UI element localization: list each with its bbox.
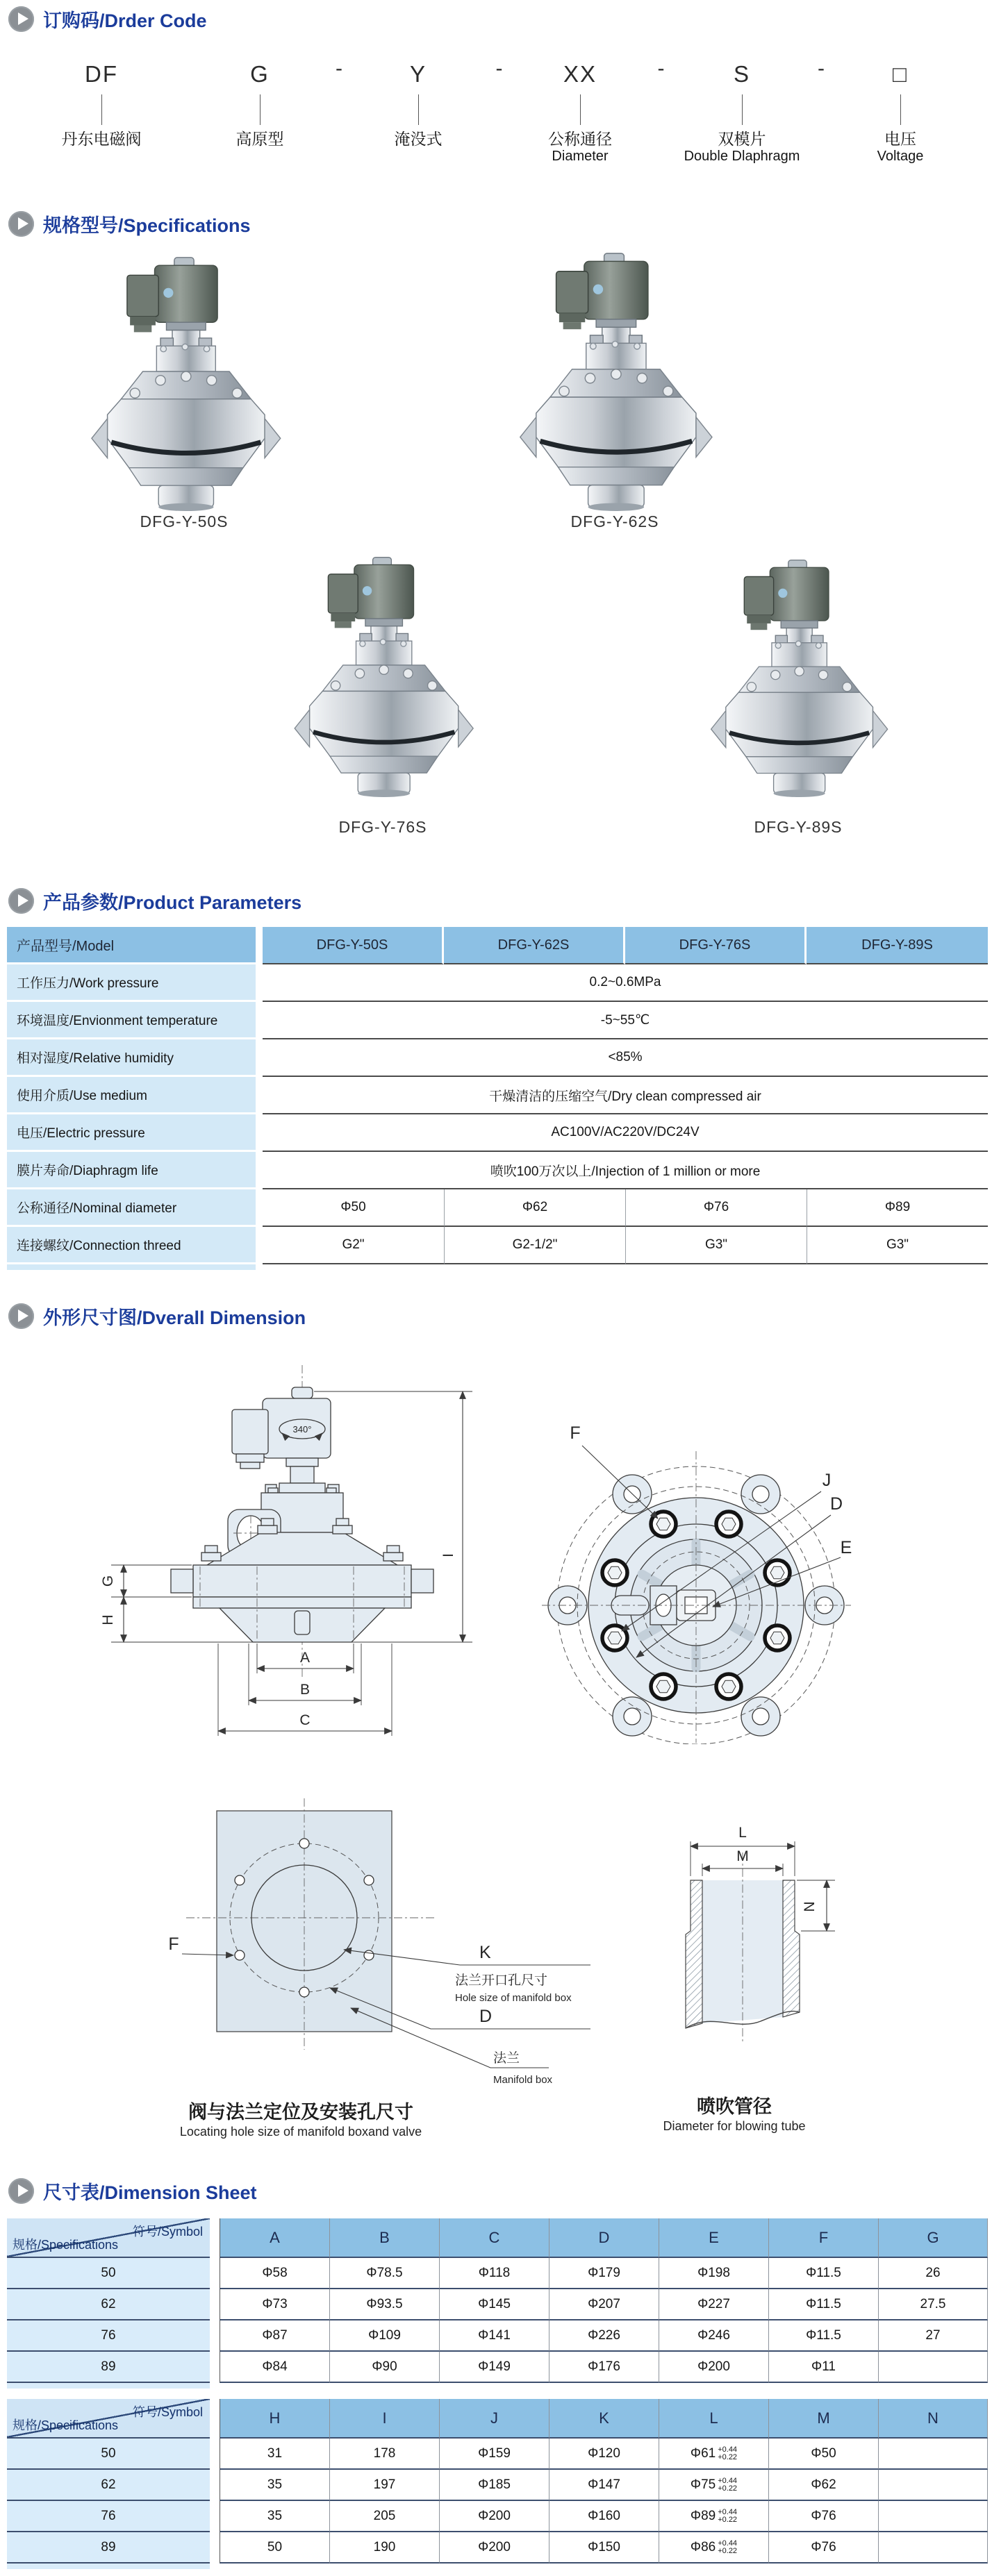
params-row-cell: Φ62 bbox=[444, 1189, 625, 1227]
table-gap bbox=[210, 2470, 220, 2501]
dim-row-cell: 31 bbox=[220, 2439, 329, 2470]
pulse-valve-illustration bbox=[276, 555, 488, 797]
dim-column-header: H bbox=[220, 2399, 329, 2439]
section-header-overall-dimension bbox=[8, 1303, 306, 1330]
dim-row-cell: 35 bbox=[220, 2501, 329, 2532]
order-code-part: XX bbox=[563, 61, 597, 87]
params-row-label: 电压/Electric pressure bbox=[7, 1114, 256, 1152]
params-header-model: DFG-Y-62S bbox=[444, 927, 625, 964]
dim-label-h: H bbox=[100, 1614, 116, 1625]
params-row-label: 使用介质/Use medium bbox=[7, 1077, 256, 1114]
dim-row-cell: 27.5 bbox=[878, 2289, 988, 2320]
dim-row-cell: Φ176 bbox=[549, 2352, 659, 2383]
dim-row-cell bbox=[878, 2532, 988, 2564]
dim-row-cell: Φ90 bbox=[329, 2352, 439, 2383]
dim-row-cell: Φ149 bbox=[439, 2352, 549, 2383]
dim-value-base: Φ61 bbox=[690, 2445, 716, 2461]
order-code-sublabel: Voltage bbox=[877, 149, 924, 164]
tolerance-lower: +0.22 bbox=[718, 2515, 738, 2524]
dim-column-header: J bbox=[439, 2399, 549, 2439]
tube-caption-en: Diameter for blowing tube bbox=[663, 2119, 806, 2133]
section-header-product-parameters bbox=[8, 887, 301, 914]
table-gap bbox=[256, 1114, 263, 1152]
dim-column-header: E bbox=[659, 2218, 768, 2258]
params-row-label: 膜片寿命/Diaphragm life bbox=[7, 1152, 256, 1189]
section-header-dimension-sheet bbox=[8, 2177, 257, 2205]
table-gap bbox=[210, 2352, 220, 2383]
valve-photo bbox=[506, 251, 722, 511]
dim-label-f: F bbox=[168, 1934, 179, 1954]
dim-value-base: Φ89 bbox=[690, 2508, 716, 2523]
dim-label-j: J bbox=[822, 1471, 832, 1490]
manifold-caption-en: Locating hole size of manifold boxand valve bbox=[179, 2125, 422, 2139]
table-gap bbox=[210, 2399, 220, 2439]
valve-photo bbox=[276, 555, 488, 797]
table-gap bbox=[256, 1077, 263, 1114]
params-row-value: -5~55℃ bbox=[263, 1002, 988, 1039]
front-view-drawing bbox=[83, 1354, 486, 1744]
order-code-separator: - bbox=[818, 57, 825, 80]
dim-value-tolerance bbox=[718, 2509, 737, 2524]
params-header-model: DFG-Y-76S bbox=[625, 927, 807, 964]
dimension-table-1 bbox=[7, 2218, 988, 2389]
order-code-separator: - bbox=[336, 57, 342, 80]
dim-column-header: G bbox=[878, 2218, 988, 2258]
dim-row-cell: Φ11.5 bbox=[768, 2289, 878, 2320]
params-row-value: 干燥清洁的压缩空气/Dry clean compressed air bbox=[263, 1077, 988, 1114]
dim-row-cell: 27 bbox=[878, 2320, 988, 2352]
params-row-label: 公称通径/Nominal diameter bbox=[7, 1189, 256, 1227]
table-gap bbox=[256, 1002, 263, 1039]
params-header-model: DFG-Y-89S bbox=[807, 927, 988, 964]
order-code-part: Y bbox=[409, 61, 427, 87]
dim-row-cell: Φ118 bbox=[439, 2258, 549, 2289]
params-row-cell: G2-1/2" bbox=[444, 1227, 625, 1264]
params-header-model-label: 产品型号/Model bbox=[7, 927, 256, 964]
dim-row-cell bbox=[878, 2439, 988, 2470]
table-gap bbox=[210, 2289, 220, 2320]
params-row-label: 相对湿度/Relative humidity bbox=[7, 1039, 256, 1077]
dim-row-cell: Φ200 bbox=[439, 2501, 549, 2532]
dim-row-cell: Φ150 bbox=[549, 2532, 659, 2564]
hole-size-label-en: Hole size of manifold box bbox=[455, 1992, 572, 2004]
dim-row-cell: 197 bbox=[329, 2470, 439, 2501]
params-row-label: 环境温度/Envionment temperature bbox=[7, 1002, 256, 1039]
dim-row-cell bbox=[659, 2501, 768, 2532]
dim-row-cell: Φ76 bbox=[768, 2532, 878, 2564]
order-code-separator: - bbox=[495, 57, 503, 80]
valve-model-label: DFG-Y-62S bbox=[570, 512, 659, 530]
dim-row-cell: Φ11 bbox=[768, 2352, 878, 2383]
dim-row-cell: 190 bbox=[329, 2532, 439, 2564]
product-parameters-table bbox=[7, 927, 988, 1270]
dim-row-cell: Φ78.5 bbox=[329, 2258, 439, 2289]
order-code-label: 双模片 bbox=[718, 130, 766, 148]
section-title: 产品参数/Product Parameters bbox=[43, 892, 302, 913]
dim-row-spec: 62 bbox=[7, 2289, 210, 2320]
order-code-label: 高原型 bbox=[235, 130, 284, 148]
table-gap bbox=[256, 1227, 263, 1264]
dim-label-f: F bbox=[570, 1423, 581, 1443]
order-code-part: □ bbox=[893, 61, 908, 87]
dim-column-header: C bbox=[439, 2218, 549, 2258]
section-title: 外形尺寸图/Dverall Dimension bbox=[43, 1307, 306, 1328]
dim-row-cell: Φ87 bbox=[220, 2320, 329, 2352]
params-row-value: 喷吹100万次以上/Injection of 1 million or more bbox=[263, 1152, 988, 1189]
order-code-part: DF bbox=[85, 61, 118, 87]
order-code-label: 丹东电磁阀 bbox=[61, 130, 142, 148]
dim-row-cell: Φ198 bbox=[659, 2258, 768, 2289]
params-row-cell: Φ50 bbox=[263, 1189, 444, 1227]
dim-label-i: I bbox=[440, 1553, 456, 1557]
valve-model-label: DFG-Y-76S bbox=[338, 818, 427, 836]
dim-row-cell: Φ50 bbox=[768, 2439, 878, 2470]
tolerance-upper: +0.44 bbox=[718, 2539, 738, 2548]
dim-row-spec: 89 bbox=[7, 2532, 210, 2564]
dim-row-cell bbox=[878, 2470, 988, 2501]
dim-column-header: L bbox=[659, 2399, 768, 2439]
rotation-note: 340° bbox=[292, 1424, 312, 1435]
dim-column-header: A bbox=[220, 2218, 329, 2258]
dim-column-header: I bbox=[329, 2399, 439, 2439]
order-code-sublabel: Double Dlaphragm bbox=[684, 149, 800, 164]
dim-row-cell: Φ76 bbox=[768, 2501, 878, 2532]
dim-row-spec: 76 bbox=[7, 2320, 210, 2352]
manifold-caption-cn: 阀与法兰定位及安装孔尺寸 bbox=[188, 2102, 413, 2123]
order-code-part: S bbox=[733, 61, 751, 87]
params-row-cell: G2" bbox=[263, 1227, 444, 1264]
dim-row-spec: 76 bbox=[7, 2501, 210, 2532]
corner-spec-label: 规格/Specifications bbox=[13, 2238, 119, 2252]
dim-row-cell: Φ179 bbox=[549, 2258, 659, 2289]
dim-row-cell bbox=[659, 2532, 768, 2564]
dim-row-cell: Φ141 bbox=[439, 2320, 549, 2352]
order-code-part: G bbox=[250, 61, 270, 87]
table-gap bbox=[256, 1189, 263, 1227]
corner-symbol-label: 符号/Symbol bbox=[132, 2225, 203, 2239]
tolerance-upper: +0.44 bbox=[718, 2445, 738, 2454]
table-gap bbox=[210, 2218, 220, 2258]
dim-label-m: M bbox=[736, 1848, 749, 1864]
tube-caption-cn: 喷吹管径 bbox=[697, 2096, 772, 2117]
corner-spec-label: 规格/Specifications bbox=[13, 2418, 119, 2432]
dim-row-cell: Φ227 bbox=[659, 2289, 768, 2320]
tolerance-lower: +0.22 bbox=[718, 2546, 738, 2555]
dim-row-cell: Φ160 bbox=[549, 2501, 659, 2532]
dim-label-d: D bbox=[829, 1494, 843, 1514]
dim-column-header: F bbox=[768, 2218, 878, 2258]
dim-row-cell: Φ200 bbox=[659, 2352, 768, 2383]
params-row-label: 连接螺纹/Connection threed bbox=[7, 1227, 256, 1264]
params-row-cell: G3" bbox=[625, 1227, 807, 1264]
spec-gallery bbox=[0, 0, 992, 836]
manifold-hole-drawing bbox=[104, 1778, 604, 2093]
dim-label-c: C bbox=[299, 1712, 311, 1728]
params-row-value: 0.2~0.6MPa bbox=[263, 964, 988, 1002]
dimension-table-2 bbox=[7, 2399, 988, 2569]
dim-row-cell: Φ185 bbox=[439, 2470, 549, 2501]
flange-label-en: Manifold box bbox=[493, 2074, 553, 2086]
table-label-tail bbox=[7, 2564, 210, 2569]
dim-row-cell: Φ58 bbox=[220, 2258, 329, 2289]
valve-model-label: DFG-Y-50S bbox=[140, 512, 229, 530]
dim-table-corner bbox=[7, 2218, 210, 2258]
dim-row-cell: Φ147 bbox=[549, 2470, 659, 2501]
dim-row-cell: Φ200 bbox=[439, 2532, 549, 2564]
hole-size-label-cn: 法兰开口孔尺寸 bbox=[455, 1973, 548, 1988]
dim-column-header: K bbox=[549, 2399, 659, 2439]
order-code-label: 电压 bbox=[884, 130, 916, 148]
dim-value-tolerance bbox=[718, 2446, 737, 2461]
params-row-cell: Φ89 bbox=[807, 1189, 988, 1227]
dim-label-l: L bbox=[738, 1825, 747, 1841]
blowing-tube-drawing bbox=[625, 1791, 861, 2048]
params-row-value: AC100V/AC220V/DC24V bbox=[263, 1114, 988, 1152]
table-label-tail bbox=[7, 2383, 210, 2389]
dim-row-cell: Φ62 bbox=[768, 2470, 878, 2501]
valve-photo bbox=[80, 256, 288, 511]
arrow-play-icon bbox=[8, 888, 34, 914]
top-view-drawing bbox=[500, 1354, 986, 1744]
table-gap bbox=[210, 2258, 220, 2289]
dim-row-cell: 50 bbox=[220, 2532, 329, 2564]
dim-table-corner bbox=[7, 2399, 210, 2439]
dim-label-g: G bbox=[100, 1575, 116, 1587]
dim-label-n: N bbox=[802, 1901, 818, 1912]
dim-row-spec: 50 bbox=[7, 2258, 210, 2289]
dim-row-cell: Φ246 bbox=[659, 2320, 768, 2352]
dim-row-spec: 62 bbox=[7, 2470, 210, 2501]
params-row-cell: G3" bbox=[807, 1227, 988, 1264]
flange-label-cn: 法兰 bbox=[493, 2051, 520, 2066]
dim-row-cell: Φ120 bbox=[549, 2439, 659, 2470]
dim-label-d: D bbox=[479, 2007, 493, 2026]
pulse-valve-illustration bbox=[506, 251, 722, 511]
dim-row-cell: Φ145 bbox=[439, 2289, 549, 2320]
dim-row-cell: Φ93.5 bbox=[329, 2289, 439, 2320]
dim-column-header: N bbox=[878, 2399, 988, 2439]
pulse-valve-illustration bbox=[80, 256, 288, 511]
section-title: 订购码/Drder Code bbox=[43, 10, 207, 31]
dim-row-cell: 205 bbox=[329, 2501, 439, 2532]
table-label-tail bbox=[7, 1264, 256, 1270]
dim-row-cell bbox=[659, 2470, 768, 2501]
table-gap bbox=[256, 1039, 263, 1077]
order-code-separator: - bbox=[657, 57, 665, 80]
tolerance-lower: +0.22 bbox=[718, 2484, 738, 2493]
section-title: 规格型号/Specifications bbox=[43, 215, 251, 236]
dim-value-tolerance bbox=[718, 2540, 737, 2555]
order-code-label: 淹没式 bbox=[394, 130, 443, 148]
dim-label-k: K bbox=[479, 1943, 491, 1962]
dim-column-header: B bbox=[329, 2218, 439, 2258]
dim-column-header: D bbox=[549, 2218, 659, 2258]
dim-row-cell bbox=[878, 2501, 988, 2532]
params-row-label: 工作压力/Work pressure bbox=[7, 964, 256, 1002]
params-row-value: <85% bbox=[263, 1039, 988, 1077]
tolerance-upper: +0.44 bbox=[718, 2507, 738, 2516]
dim-row-cell: 178 bbox=[329, 2439, 439, 2470]
dim-column-header: M bbox=[768, 2399, 878, 2439]
dim-row-cell bbox=[878, 2352, 988, 2383]
dim-row-cell: 35 bbox=[220, 2470, 329, 2501]
dim-row-spec: 50 bbox=[7, 2439, 210, 2470]
dim-row-cell: Φ159 bbox=[439, 2439, 549, 2470]
arrow-play-icon bbox=[8, 2178, 34, 2204]
order-code-label: 公称通径 bbox=[548, 130, 612, 148]
table-gap bbox=[210, 2320, 220, 2352]
table-gap bbox=[210, 2532, 220, 2564]
dim-row-cell bbox=[659, 2439, 768, 2470]
params-row-cell: Φ76 bbox=[625, 1189, 807, 1227]
arrow-play-icon bbox=[8, 1303, 34, 1329]
dim-value-tolerance bbox=[718, 2477, 737, 2493]
dim-row-cell: Φ207 bbox=[549, 2289, 659, 2320]
dim-row-spec: 89 bbox=[7, 2352, 210, 2383]
order-code-sublabel: Diameter bbox=[552, 149, 609, 164]
dim-label-a: A bbox=[299, 1650, 311, 1666]
dim-row-cell: 26 bbox=[878, 2258, 988, 2289]
dim-label-b: B bbox=[299, 1682, 311, 1698]
dim-row-cell: Φ11.5 bbox=[768, 2320, 878, 2352]
dim-row-cell: Φ109 bbox=[329, 2320, 439, 2352]
tolerance-upper: +0.44 bbox=[718, 2476, 738, 2485]
dim-value-base: Φ75 bbox=[690, 2477, 716, 2492]
table-gap bbox=[210, 2439, 220, 2470]
dim-label-e: E bbox=[840, 1538, 852, 1557]
table-gap bbox=[256, 927, 263, 964]
valve-photo bbox=[691, 558, 904, 797]
pulse-valve-illustration bbox=[691, 558, 904, 797]
dim-row-cell: Φ73 bbox=[220, 2289, 329, 2320]
dim-value-base: Φ86 bbox=[690, 2539, 716, 2554]
table-gap bbox=[210, 2501, 220, 2532]
corner-symbol-label: 符号/Symbol bbox=[132, 2405, 203, 2419]
dim-row-cell: Φ11.5 bbox=[768, 2258, 878, 2289]
table-gap bbox=[256, 1152, 263, 1189]
table-gap bbox=[256, 964, 263, 1002]
tolerance-lower: +0.22 bbox=[718, 2452, 738, 2461]
dim-row-cell: Φ84 bbox=[220, 2352, 329, 2383]
dim-row-cell: Φ226 bbox=[549, 2320, 659, 2352]
valve-model-label: DFG-Y-89S bbox=[754, 818, 843, 836]
section-title: 尺寸表/Dimension Sheet bbox=[43, 2182, 257, 2203]
params-header-model: DFG-Y-50S bbox=[263, 927, 444, 964]
